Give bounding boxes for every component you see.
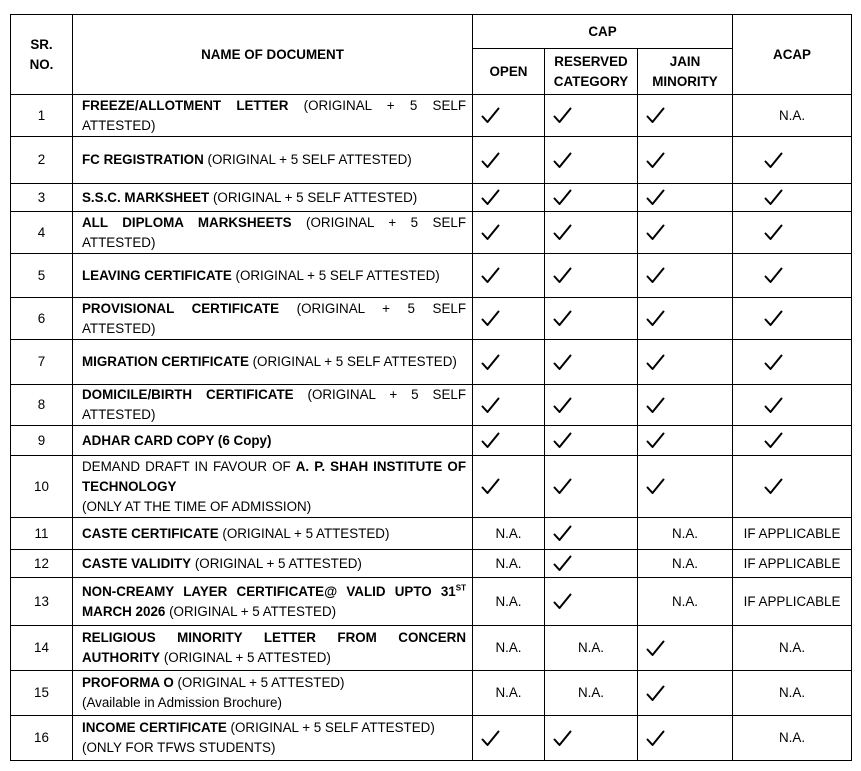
open-cell	[473, 340, 545, 385]
checkmark-icon	[553, 267, 572, 284]
checkmark-icon	[481, 267, 500, 284]
sr-no-cell: 2	[11, 137, 73, 184]
open-cell	[473, 716, 545, 761]
jain-cell	[638, 385, 733, 426]
document-name: FREEZE/ALLOTMENT LETTER	[82, 97, 289, 113]
ordinal-suffix: ST	[455, 583, 466, 593]
checkmark-icon	[646, 224, 665, 241]
reserved-cell	[545, 550, 638, 578]
checkmark-icon	[764, 478, 783, 495]
document-name-cell	[73, 137, 473, 184]
document-prefix: DEMAND DRAFT IN FAVOUR OF	[82, 458, 296, 474]
open-cell: N.A.	[473, 626, 545, 671]
table-row	[11, 426, 852, 456]
document-name-cell	[73, 212, 473, 254]
document-name-cell	[73, 254, 473, 298]
document-requirement: (ORIGINAL + 5 ATTESTED)	[191, 555, 362, 571]
document-name: ALL DIPLOMA MARKSHEETS	[82, 214, 292, 230]
jain-cell	[638, 137, 733, 184]
document-name-cell	[73, 550, 473, 578]
checkmark-icon	[553, 224, 572, 241]
checkmark-icon	[481, 310, 500, 327]
document-name: FC REGISTRATION	[82, 152, 204, 167]
jain-cell: N.A.	[638, 518, 733, 550]
checkmark-icon	[646, 397, 665, 414]
document-requirement: (ORIGINAL + 5 SELF ATTESTED)	[231, 267, 440, 283]
sr-no-cell: 7	[11, 340, 73, 385]
jain-cell: N.A.	[638, 578, 733, 626]
checkmark-icon	[481, 730, 500, 747]
acap-cell: N.A.	[733, 716, 852, 761]
reserved-cell	[545, 518, 638, 550]
reserved-cell	[545, 254, 638, 298]
document-requirement: (ORIGINAL + 5 SELF ATTESTED)	[209, 189, 418, 205]
checkmark-icon	[553, 730, 572, 747]
checkmark-icon	[481, 432, 500, 449]
header-acap: ACAP	[733, 15, 852, 95]
table-row	[11, 456, 852, 518]
jain-cell	[638, 626, 733, 671]
checkmark-icon	[553, 189, 572, 206]
jain-cell	[638, 456, 733, 518]
jain-cell	[638, 426, 733, 456]
document-requirement: (ORIGINAL + 5 SELF ATTESTED)	[82, 300, 466, 336]
jain-cell	[638, 340, 733, 385]
sr-no-cell: 9	[11, 426, 73, 456]
reserved-cell	[545, 298, 638, 340]
checkmark-icon	[553, 397, 572, 414]
jain-cell	[638, 184, 733, 212]
checkmark-icon	[481, 107, 500, 124]
reserved-cell	[545, 426, 638, 456]
reserved-cell	[545, 385, 638, 426]
open-cell: N.A.	[473, 550, 545, 578]
open-cell	[473, 95, 545, 137]
table-row	[11, 95, 852, 137]
jain-cell	[638, 254, 733, 298]
checkmark-icon	[646, 640, 665, 657]
document-name-cell	[73, 298, 473, 340]
checkmark-icon	[481, 397, 500, 414]
checkmark-icon	[481, 478, 500, 495]
document-name: LEAVING CERTIFICATE	[82, 267, 232, 283]
checkmark-icon	[553, 593, 572, 610]
document-name-cell	[73, 95, 473, 137]
table-row	[11, 385, 852, 426]
document-requirement: (ORIGINAL + 5 ATTESTED)	[173, 675, 345, 690]
acap-cell	[733, 385, 852, 426]
jain-cell: N.A.	[638, 550, 733, 578]
table-row	[11, 550, 852, 578]
open-cell	[473, 137, 545, 184]
checkmark-icon	[481, 354, 500, 371]
document-name: NON-CREAMY LAYER CERTIFICATE@ VALID UPTO 31	[82, 583, 456, 599]
open-cell	[473, 212, 545, 254]
reserved-cell	[545, 212, 638, 254]
document-requirement: (ORIGINAL + 5 SELF ATTESTED)	[82, 97, 466, 133]
open-cell	[473, 184, 545, 212]
document-name: A. P. SHAH INSTITUTE OF TECHNOLOGY	[82, 458, 467, 494]
open-cell: N.A.	[473, 518, 545, 550]
checkmark-icon	[764, 267, 783, 284]
table-row	[11, 254, 852, 298]
table-row	[11, 184, 852, 212]
acap-cell	[733, 456, 852, 518]
documents-table	[10, 14, 852, 761]
checkmark-icon	[764, 310, 783, 327]
document-requirement: (ORIGINAL + 5 ATTESTED)	[218, 525, 390, 541]
checkmark-icon	[646, 189, 665, 206]
checkmark-icon	[764, 224, 783, 241]
reserved-cell	[545, 184, 638, 212]
acap-cell: N.A.	[733, 671, 852, 716]
acap-cell	[733, 137, 852, 184]
open-cell	[473, 298, 545, 340]
sr-no-cell: 15	[11, 671, 73, 716]
document-name: CASTE VALIDITY	[82, 555, 192, 571]
header-open: OPEN	[473, 49, 545, 95]
checkmark-icon	[646, 478, 665, 495]
document-name: PROFORMA O	[82, 675, 174, 690]
document-requirement: (ORIGINAL + 5 SELF ATTESTED)	[82, 214, 467, 250]
table-row	[11, 518, 852, 550]
acap-cell	[733, 212, 852, 254]
sr-no-cell: 13	[11, 578, 73, 626]
document-name: DOMICILE/BIRTH CERTIFICATE	[82, 387, 294, 402]
document-name: CASTE CERTIFICATE	[82, 525, 219, 541]
acap-cell	[733, 254, 852, 298]
checkmark-icon	[553, 555, 572, 572]
checkmark-icon	[764, 189, 783, 206]
table-row	[11, 340, 852, 385]
table-row	[11, 671, 852, 716]
checkmark-icon	[553, 152, 572, 169]
document-requirement: (ORIGINAL + 5 SELF ATTESTED)	[203, 152, 412, 167]
checkmark-icon	[646, 310, 665, 327]
reserved-cell	[545, 716, 638, 761]
table-row	[11, 212, 852, 254]
reserved-cell	[545, 456, 638, 518]
acap-cell	[733, 184, 852, 212]
checkmark-icon	[481, 152, 500, 169]
reserved-cell: N.A.	[545, 626, 638, 671]
acap-cell: IF APPLICABLE	[733, 550, 852, 578]
open-cell	[473, 385, 545, 426]
document-name-cell	[73, 716, 473, 761]
sr-no-cell: 6	[11, 298, 73, 340]
acap-cell	[733, 426, 852, 456]
document-name-cell	[73, 184, 473, 212]
sr-no-cell: 8	[11, 385, 73, 426]
reserved-cell: N.A.	[545, 671, 638, 716]
sr-no-cell: 1	[11, 95, 73, 137]
jain-cell	[638, 298, 733, 340]
document-requirement: (ORIGINAL + 5 SELF ATTESTED)	[226, 720, 435, 735]
checkmark-icon	[481, 224, 500, 241]
acap-cell	[733, 298, 852, 340]
document-name-cell	[73, 456, 473, 518]
document-name-cell	[73, 426, 473, 456]
checkmark-icon	[553, 354, 572, 371]
document-name: INCOME CERTIFICATE	[82, 720, 227, 735]
jain-cell	[638, 671, 733, 716]
sr-no-cell: 10	[11, 456, 73, 518]
document-name-cell	[73, 518, 473, 550]
reserved-cell	[545, 137, 638, 184]
sr-no-cell: 5	[11, 254, 73, 298]
jain-cell	[638, 212, 733, 254]
checkmark-icon	[646, 432, 665, 449]
reserved-cell	[545, 578, 638, 626]
header-name-of-document: NAME OF DOCUMENT	[73, 15, 473, 95]
open-cell	[473, 254, 545, 298]
checkmark-icon	[646, 685, 665, 702]
document-note: (ONLY FOR TFWS STUDENTS)	[82, 740, 276, 755]
document-note: (ONLY AT THE TIME OF ADMISSION)	[82, 498, 312, 514]
checkmark-icon	[553, 525, 572, 542]
sr-no-cell: 12	[11, 550, 73, 578]
checkmark-icon	[553, 432, 572, 449]
checkmark-icon	[764, 397, 783, 414]
checkmark-icon	[646, 354, 665, 371]
acap-cell: IF APPLICABLE	[733, 578, 852, 626]
table-row	[11, 626, 852, 671]
checkmark-icon	[481, 189, 500, 206]
open-cell: N.A.	[473, 671, 545, 716]
document-name: S.S.C. MARKSHEET	[82, 189, 210, 205]
reserved-cell	[545, 340, 638, 385]
document-name-cell	[73, 340, 473, 385]
sr-no-cell: 3	[11, 184, 73, 212]
checkmark-icon	[646, 267, 665, 284]
table-row	[11, 137, 852, 184]
sr-no-cell: 14	[11, 626, 73, 671]
document-name-cell	[73, 385, 473, 426]
document-requirement: (ORIGINAL + 5 SELF ATTESTED)	[82, 387, 467, 422]
document-name: MIGRATION CERTIFICATE	[82, 354, 249, 369]
jain-cell	[638, 716, 733, 761]
header-jain-minority: JAIN MINORITY	[638, 49, 733, 95]
document-name: ADHAR CARD COPY (6 Copy)	[82, 432, 272, 448]
open-cell: N.A.	[473, 578, 545, 626]
document-note: (Available in Admission Brochure)	[82, 695, 282, 710]
acap-cell: IF APPLICABLE	[733, 518, 852, 550]
open-cell	[473, 426, 545, 456]
checkmark-icon	[646, 152, 665, 169]
jain-cell	[638, 95, 733, 137]
document-name-continued: MARCH 2026	[82, 603, 166, 619]
checkmark-icon	[646, 730, 665, 747]
checkmark-icon	[553, 310, 572, 327]
header-sr-no: SR. NO.	[11, 15, 73, 95]
table-row	[11, 578, 852, 626]
sr-no-cell: 16	[11, 716, 73, 761]
header-reserved-category: RESERVED CATEGORY	[545, 49, 638, 95]
sr-no-cell: 11	[11, 518, 73, 550]
reserved-cell	[545, 95, 638, 137]
table-row	[11, 298, 852, 340]
acap-cell	[733, 340, 852, 385]
table-row	[11, 716, 852, 761]
document-name-cell	[73, 578, 473, 626]
document-requirement: (ORIGINAL + 5 ATTESTED)	[165, 603, 337, 619]
header-cap: CAP	[473, 15, 733, 49]
checkmark-icon	[764, 152, 783, 169]
document-name: RELIGIOUS MINORITY LETTER FROM CONCERN AUTHORITY	[82, 630, 466, 665]
document-name-cell	[73, 671, 473, 716]
checkmark-icon	[646, 107, 665, 124]
checkmark-icon	[553, 478, 572, 495]
checkmark-icon	[764, 354, 783, 371]
document-requirement: (ORIGINAL + 5 SELF ATTESTED)	[248, 354, 457, 369]
open-cell	[473, 456, 545, 518]
acap-cell: N.A.	[733, 626, 852, 671]
checkmark-icon	[553, 107, 572, 124]
acap-cell: N.A.	[733, 95, 852, 137]
document-requirement: (ORIGINAL + 5 ATTESTED)	[160, 650, 331, 665]
document-name-cell	[73, 626, 473, 671]
document-name: PROVISIONAL CERTIFICATE	[82, 300, 280, 316]
sr-no-cell: 4	[11, 212, 73, 254]
checkmark-icon	[764, 432, 783, 449]
